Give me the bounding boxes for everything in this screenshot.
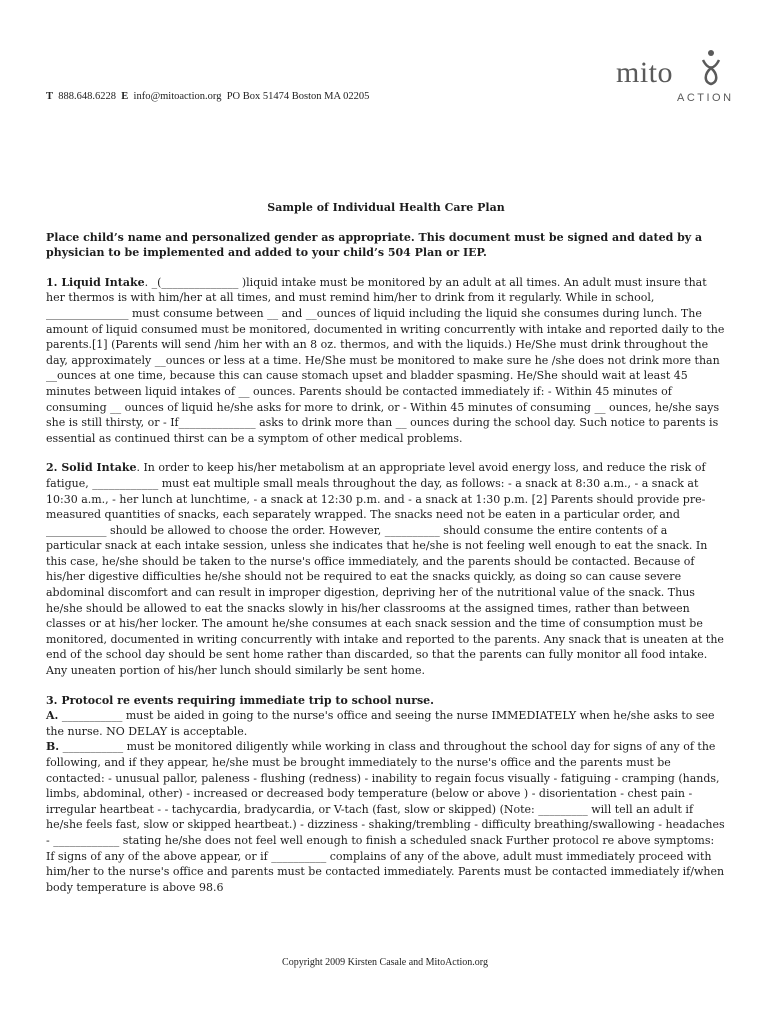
section-solid-intake: [46, 460, 726, 678]
item-body: ___________ must be aided in going to the nurse's office and seeing the nurse IMMEDIATELY when he/she asks to see the nurse. NO DELAY is acceptable.: [46, 709, 715, 738]
section-liquid-intake: [46, 275, 726, 447]
document-intro: Place child’s name and personalized gender as appropriate. This document must be signed and dated by a physician to be implemented and added to your child’s 504 Plan or IEP.: [46, 230, 703, 260]
email-label: E: [121, 91, 129, 102]
logo-wordmark: mito: [616, 56, 674, 89]
section-body: . _(______________ )liquid intake must be monitored by an adult at all times. An adult must insure that her thermos is with him/her at all times, and must remind him/her to drink from it regularly. While in school, _______________ must consume between __ and __ounces of liquid including the liquid she consumes during lunch. The amount of liquid consumed must be monitored, documented in writing concurrently with intake and reported daily to the parents.[1] (Parents will send /him her with an 8 oz. thermos, and with the liquids.) He/She must drink throughout the day, approximately __ounces or less at a time. He/She must be monitored to make sure he /she does not drink more than __ounces at one time, because this can cause stomach upset and bladder spasming. He/She should wait at least 45 minutes between liquid intakes of __ ounces. Parents should be contacted immediately if: - Within 45 minutes of consuming __ ounces of liquid he/she asks for more to drink, or - Within 45 minutes of consuming __ ounces, he/she says she is still thirsty, or - If______________ asks to drink more than __ ounces during the school day. Such notice to parents is essential as continued thirst can be a symptom of other medical problems.: [46, 275, 725, 445]
mitoaction-logo: [612, 48, 736, 108]
document-title: Sample of Individual Health Care Plan: [267, 201, 505, 214]
item-label: B.: [46, 740, 60, 754]
copyright-footer: Copyright 2009 Kirsten Casale and MitoAction.org: [282, 957, 488, 968]
section-body: . In order to keep his/her metabolism at an appropriate level avoid energy loss, and reduce the risk of fatigue, ____________ must eat multiple small meals throughout the day, as follows: - a snack at 8:30 a.m., - a snack at 10:30 a.m., - her lunch at lunchtime, - a snack at 12:30 p.m. and - a snack at 1:30 p.m. [2] Parents should provide pre-measured quantities of snacks, each separately wrapped. The snacks need not be eaten in a particular order, and ___________ should be allowed to choose the order. However, __________ should consume the entire contents of a particular snack at each intake session, unless she indicates that he/she is not feeling well enough to eat the snack. In this case, he/she should be taken to the nurse's office immediately, and the parents should be contacted. Because of his/her digestive difficulties he/she should not be required to eat the snacks quickly, as doing so can cause severe abdominal discomfort and can result in improper digestion, depriving her of the nutritional value of the snack. Thus he/she should be allowed to eat the snacks slowly in his/her classrooms at the assigned times, rather than between classes or at his/her locker. The amount he/she consumes at each snack session and the time of consumption must be monitored, documented in writing concurrently with intake and reported to the parents. Any snack that is uneaten at the end of the school day should be sent home rather than discarded, so that the parents can fully monitor all food intake. Any uneaten portion of his/her lunch should similarly be sent home.: [46, 461, 724, 678]
protocol-item-b: [46, 739, 726, 895]
postal-address: PO Box 51474 Boston MA 02205: [226, 91, 370, 102]
phone-label: T: [46, 91, 54, 102]
logo-subtext: ACTION: [677, 92, 734, 104]
section-protocol: [46, 693, 726, 896]
email-address: info@mitoaction.org: [133, 91, 222, 102]
section-heading: 3. Protocol re events requiring immediate trip to school nurse.: [46, 693, 435, 707]
item-label: A.: [46, 709, 59, 723]
phone-number: 888.648.6228: [58, 91, 117, 102]
mito-figure-icon: [700, 48, 730, 88]
item-body: ___________ must be monitored diligently while working in class and throughout the school day for signs of any of the following, and if they appear, he/she must be brought immediately to the nurse's office and the parents must be contacted: - unusual pallor, paleness - flushing (redness) - inability to regain focus visually - fatiguing - cramping (hands, limbs, abdominal, other) - increased or decreased body temperature (below or above ) - disorientation - chest pain - irregular heartbeat - - tachycardia, bradycardia, or V-tach (fast, slow or skipped) (Note: _________ will tell an adult if he/she feels fast, slow or skipped heartbeat.) - dizziness - shaking/trembling - difficulty breathing/swallowing - headaches - ____________ stating he/she does not feel well enough to finish a scheduled snack Further protocol re above symptoms: If signs of any of the above appear, or if __________ complains of any of the above, adult must immediately proceed with him/her to the nurse's office and parents must be contacted immediately. Parents must be contacted immediately if/when body temperature is above 98.6: [46, 740, 725, 894]
document-body: [46, 200, 726, 895]
section-heading: 2. Solid Intake: [46, 461, 137, 475]
contact-line: [46, 91, 369, 102]
protocol-item-a: [46, 708, 726, 739]
section-heading: 1. Liquid Intake: [46, 275, 145, 289]
